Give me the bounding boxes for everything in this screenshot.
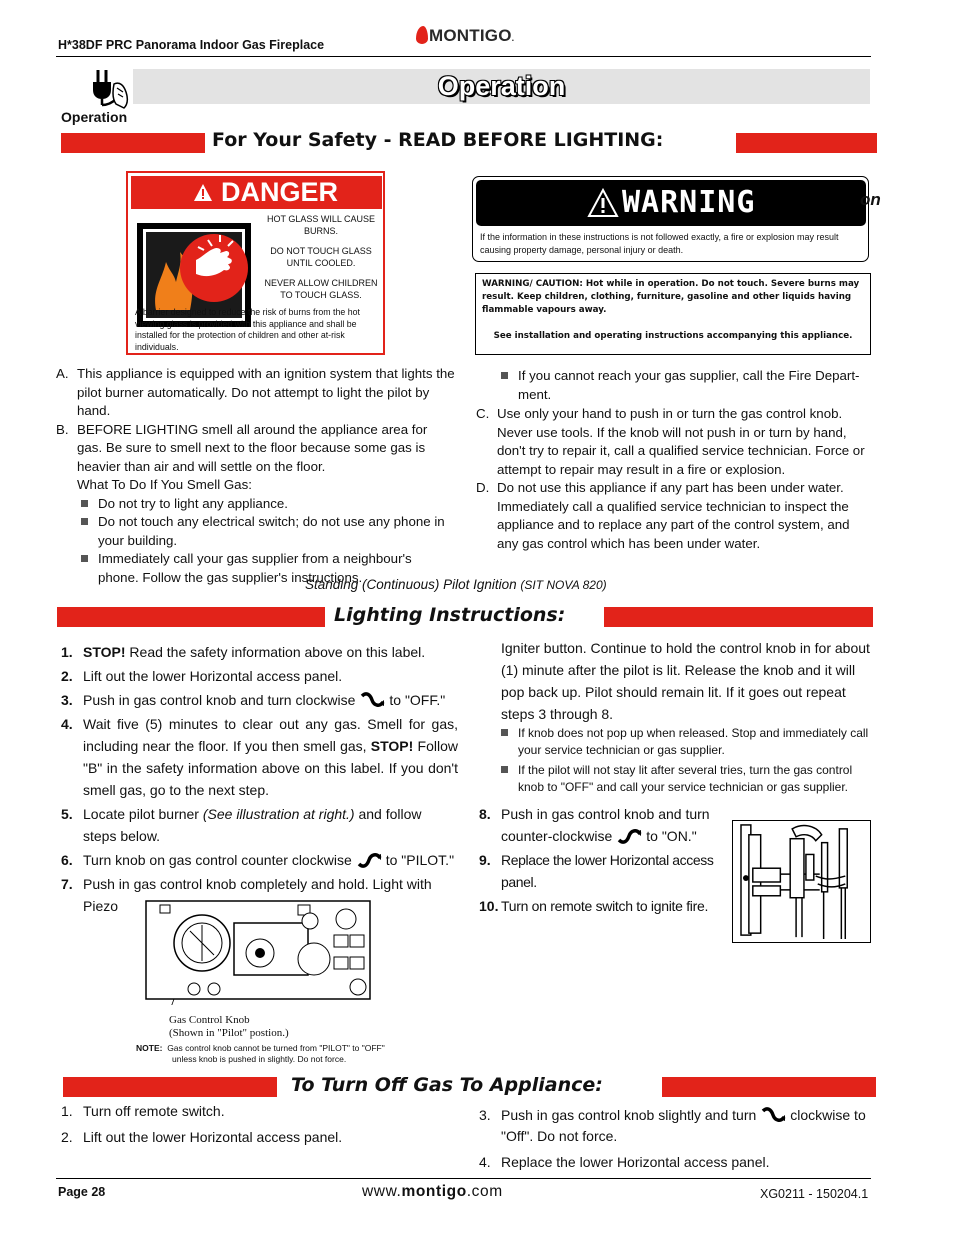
page-title: Operation — [437, 71, 566, 101]
smell-gas-title: What To Do If You Smell Gas: — [77, 477, 252, 492]
caution-label — [475, 273, 871, 355]
warning-text: If the information in these instructions is not followed exactly, a fire or explosion may result causing property damage, personal injury or death. — [480, 232, 839, 255]
safety-item-d: D. Do not use this appliance if any part has been under water. Immediately call a qualified service technician to inspect the appliance and to replace any part of the control system, and any gas control which has been under water. — [476, 480, 850, 551]
step-3: 3. Push in gas control knob and turn clockwise to "OFF." — [61, 692, 446, 708]
safety-item-b: B. BEFORE LIGHTING smell all around the appliance area for gas. Be sure to smell next to the floor because some gas is heavier than air and will settle on the floor. — [56, 421, 428, 474]
list-item: If knob does not pop up when released. Stop and immediately call your service technician or gas supplier. — [497, 725, 877, 758]
turn-off-heading: To Turn Off Gas To Appliance: — [291, 1074, 603, 1096]
knob-clockwise-icon — [359, 692, 385, 708]
lighting-steps-right — [479, 803, 719, 922]
plug-hand-icon — [84, 64, 136, 112]
step-1: 1. STOP! Read the safety information above on this label. — [61, 644, 426, 660]
turn-off-steps-right — [479, 1105, 877, 1178]
footer-divider — [56, 1178, 871, 1179]
lighting-heading: Lighting Instructions: — [334, 604, 566, 626]
website-link[interactable]: www.montigo.com — [362, 1183, 503, 1200]
safety-items-right — [476, 367, 871, 553]
document-number: XG0211 - 150204.1 — [760, 1187, 869, 1201]
warning-triangle-icon — [193, 183, 213, 202]
turn-off-step-4: 4. Replace the lower Horizontal access panel. — [479, 1154, 770, 1170]
step-6: 6. Turn knob on gas control counter clockwise to "PILOT." — [61, 852, 455, 868]
page-number: Page 28 — [58, 1185, 106, 1199]
danger-barrier-note: A barrier designed to reduce the risk of burns from the hot viewing glass is provided with this appliance and shall be installed for the protection of children and other at-risk individuals. — [135, 307, 360, 352]
smell-gas-list — [56, 495, 456, 588]
list-item: Do not touch any electrical switch; do not use any phone in your building. — [77, 513, 456, 550]
step-2: 2. Lift out the lower Horizontal access panel. — [61, 668, 343, 684]
list-item: If you cannot reach your gas supplier, call the Fire Depart- ment. — [497, 367, 871, 404]
step-5: 5. Locate pilot burner (See illustration at right.) and follow steps below. — [61, 806, 422, 844]
safety-item-c: C. Use only your hand to push in or turn the gas control knob. Never use tools. If the knob will not push in or turn by hand, don't try to repair it, call a qualified service technician. Force or attempt to repair may result in a fire or explosion. — [476, 406, 865, 477]
knob-counter-clockwise-icon — [356, 852, 382, 868]
safety-items-left — [56, 365, 456, 587]
warning-trailing-text: on — [860, 190, 881, 209]
danger-text: HOT GLASS WILL CAUSE BURNS. DO NOT TOUCH GLASS UNTIL COOLED. NEVER ALLOW CHILDREN TO TOUCH GLASS. — [264, 214, 378, 300]
gas-knob-caption: Gas Control Knob (Shown in "Pilot" postion.) — [169, 1014, 289, 1039]
step-8: 8. Push in gas control knob and turn counter-clockwise to "ON." — [479, 806, 710, 844]
turn-off-steps-left — [61, 1102, 456, 1151]
flame-icon — [416, 26, 428, 44]
heading-bar-left — [63, 1077, 277, 1097]
pilot-ignition-caption: Standing (Continuous) Pilot Ignition (SIT NOVA 820) — [305, 577, 607, 592]
heading-bar-left — [61, 133, 205, 153]
step-7: 7. Push in gas control knob completely and hold. Light with Piezo — [61, 876, 432, 914]
knob-counter-clockwise-icon — [616, 828, 642, 844]
turn-off-step-1: 1. Turn off remote switch. — [61, 1103, 225, 1119]
heading-bar-left — [57, 607, 325, 627]
step-7-continued: Igniter button. Continue to hold the control knob in for about (1) minute after the pilot is lit. Release the knob and it will pop back up. Pilot should remain lit. If it goes out repeat steps 3 through 8. — [501, 640, 870, 722]
danger-label — [126, 171, 385, 355]
caution-line-2: See installation and operating instructions accompanying this appliance. — [493, 331, 853, 341]
heading-bar-right — [736, 133, 877, 153]
turn-off-step-3: 3. Push in gas control knob slightly and turn clockwise to "Off". Do not force. — [479, 1107, 866, 1144]
turn-off-step-2: 2. Lift out the lower Horizontal access panel. — [61, 1129, 343, 1145]
pilot-burner-illustration — [732, 820, 871, 943]
warning-triangle-icon — [587, 188, 619, 218]
section-subtitle: Operation — [61, 109, 128, 125]
list-item: Immediately call your gas supplier from a neighbour's phone. Follow the gas supplier's instructions. — [77, 550, 456, 587]
knob-clockwise-icon — [760, 1107, 786, 1123]
doc-header-title: H*38DF PRC Panorama Indoor Gas Fireplace — [58, 38, 325, 52]
heading-bar-right — [604, 607, 873, 627]
step-10: 10. Turn on remote switch to ignite fire. — [479, 898, 709, 914]
caution-line-1: WARNING/ CAUTION: Hot while in operation. Do not touch. Severe burns may result. Keep children, clothing, furniture, gasoline and other liquids having flammable vapours away. — [482, 279, 860, 315]
step-4: 4. Wait five (5) minutes to clear out any gas. Smell for gas, including near the floor. If you then smell gas, STOP! Follow "B" in the safety information above on this label. If you don't smell gas, go to the next step. — [61, 716, 458, 798]
danger-header: DANGER — [131, 176, 382, 209]
list-item: If the pilot will not stay lit after several tries, turn the gas control knob to "OFF" and call your service technician or gas supplier. — [497, 762, 877, 795]
warning-header: WARNING — [476, 180, 866, 226]
warning-label — [472, 176, 869, 262]
list-item: Do not try to light any appliance. — [77, 495, 456, 514]
step-9: 9. Replace the lower Horizontal access panel. — [479, 852, 714, 890]
safety-item-a: A. This appliance is equipped with an ignition system that lights the pilot burner automatically. Do not attempt to light the pilot by hand. — [56, 366, 455, 418]
brand-logo: MONTIGO. — [416, 26, 514, 46]
gas-control-valve-illustration — [138, 899, 376, 1005]
heading-bar-right — [662, 1077, 876, 1097]
step-7-notes — [497, 725, 877, 795]
gas-knob-note: NOTE: Gas control knob cannot be turned from "PILOT" to "OFF" unless knob is pushed in slightly. Do not force. — [136, 1043, 385, 1064]
safety-heading: For Your Safety - READ BEFORE LIGHTING: — [212, 129, 664, 151]
header-divider — [56, 56, 871, 57]
lighting-steps-left — [61, 641, 458, 922]
